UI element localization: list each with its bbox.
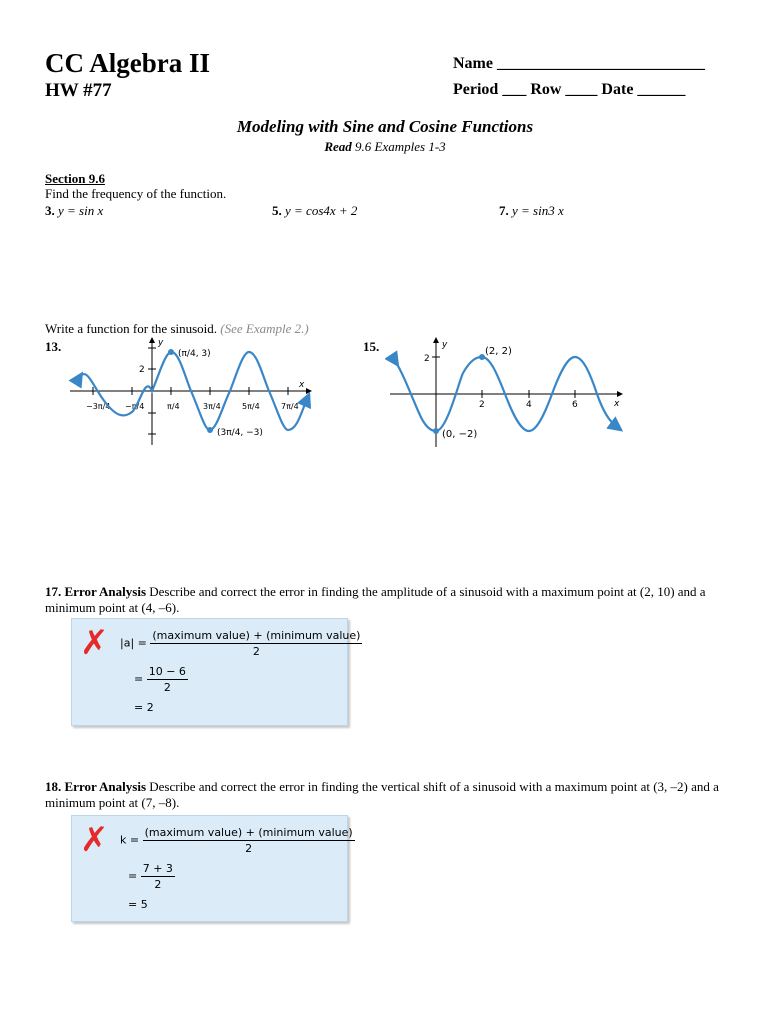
frequency-instruction: Find the frequency of the function. (45, 186, 227, 201)
equation-line-2: = $\frac{7 + 3}{2}$ (128, 862, 173, 891)
y-axis-label: y (442, 340, 448, 350)
x-axis-label: x (299, 380, 305, 390)
equation-line-1: |a| = $\frac{\text{(maximum value) + (minimum value)}}{2}$ (120, 629, 361, 658)
y-axis-label: y (158, 338, 164, 348)
y-tick-label: 2 (424, 354, 430, 364)
x-tick-label: 4 (526, 400, 532, 410)
min-point-15 (433, 428, 439, 434)
problem-18-text: 18. Error Analysis Describe and correct the error in finding the vertical shift of a sinusoid with a maximum point at (3, –2) and a minimum point at (7, –8). (45, 779, 719, 810)
problem-15-number: 15. (363, 339, 380, 354)
x-tick-label: 3π/4 (203, 402, 221, 411)
x-tick-label: π/4 (167, 402, 180, 411)
y-tick-label: 2 (139, 365, 145, 375)
error-box-18 (71, 815, 353, 922)
equation-result: = 2 (134, 701, 154, 714)
equation-result: = 5 (128, 898, 148, 911)
x-tick-label: 2 (479, 400, 485, 410)
reading-assignment: Read 9.6 Examples 1-3 (324, 139, 446, 154)
problem-17-text: 17. Error Analysis Describe and correct the error in finding the amplitude of a sinusoid with a maximum point at (2, 10) and a minimum point at (4, –6). (45, 584, 706, 615)
max-point-label-13: (π/4, 3) (178, 349, 211, 359)
x-tick-label: −3π/4 (86, 402, 111, 411)
max-point-13 (168, 349, 174, 355)
section-heading: Section 9.6 (45, 171, 105, 186)
sinusoid-instruction: Write a function for the sinusoid. (See Example 2.) (45, 321, 309, 336)
max-point-label-15: (2, 2) (485, 346, 512, 357)
period-row-date-line: Period ___ Row ____ Date ______ (453, 81, 686, 98)
x-tick-label: 5π/4 (242, 402, 260, 411)
problem-7: 7. y = sin3 x (499, 203, 564, 218)
course-title: CC Algebra II (45, 48, 211, 78)
min-point-13 (207, 427, 213, 433)
x-tick-label: −π/4 (125, 402, 145, 411)
min-point-label-15: (0, −2) (442, 429, 478, 440)
problem-3: 3. y = sin x (45, 203, 104, 218)
x-axis-label: x (614, 399, 620, 409)
graph-15 (385, 335, 630, 450)
error-box-17 (71, 618, 361, 726)
x-tick-label: 7π/4 (281, 402, 299, 411)
problem-13-number: 13. (45, 339, 62, 354)
graph-13 (65, 335, 325, 450)
equation-line-1: k = $\frac{\text{(maximum value) + (minimum value)}}{2}$ (120, 826, 353, 855)
equation-line-2: = $\frac{10 - 6}{2}$ (134, 665, 186, 694)
x-mark-icon: ✗ (80, 623, 109, 663)
name-line: Name __________________________ (453, 55, 705, 72)
problem-5: 5. y = cos4x + 2 (272, 203, 358, 218)
x-mark-icon: ✗ (80, 820, 109, 860)
assignment-title: Modeling with Sine and Cosine Functions (236, 117, 534, 136)
homework-number: HW #77 (45, 80, 112, 101)
x-tick-label: 6 (572, 400, 578, 410)
min-point-label-13: (3π/4, −3) (217, 428, 263, 438)
